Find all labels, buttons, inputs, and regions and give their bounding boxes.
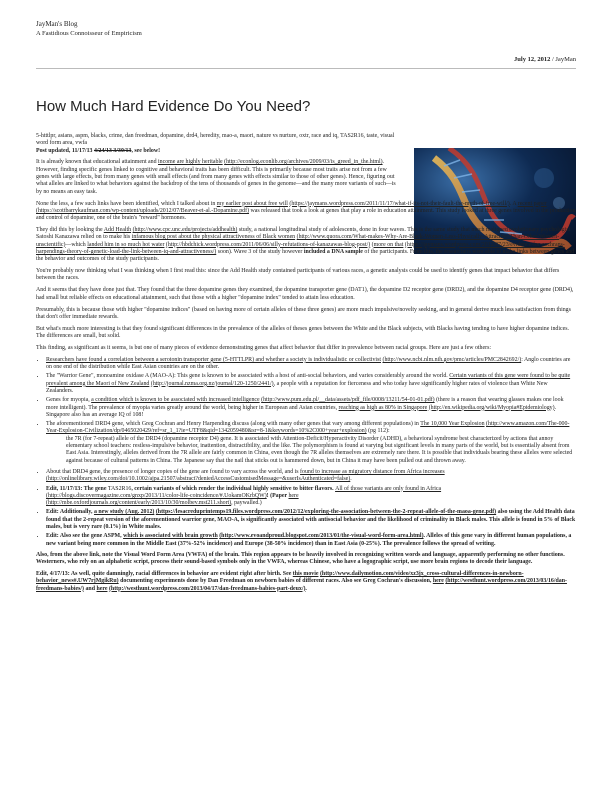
post-date[interactable]: July 12, 2012 [514, 56, 551, 63]
header-divider [36, 68, 576, 69]
updated-dates-struck: 4/24/13 3/30/13 [93, 147, 132, 154]
dateline-separator: / [550, 56, 556, 63]
url-recent-paper[interactable]: (https://scottbarrykaufman.com/wp-content/uploads/2012/07/Beaver-et-al.-Dopamine.pdf) [36, 207, 250, 214]
url-africa-variants[interactable]: (http://blogs.discovermagazine.com/gnxp/2013/11/color-life-coincidence/#.UokamOKrbQW) [46, 492, 267, 499]
link-cochran-here-2[interactable]: here [96, 585, 108, 592]
post-title: How Much Hard Evidence Do You Need? [36, 98, 311, 115]
blog-name[interactable]: JayMan's Blog [36, 20, 78, 28]
url-this-movie[interactable]: (http://www.dailymotion.com/video/xz3jx_cross-cultural-differences-in-newborn-behavior_news#.UW7rjMgikRu) [36, 571, 524, 585]
link-10000-year[interactable]: The 10,000 Year Explosion [420, 421, 485, 428]
list-item: • The aforementioned DRD4 gene, which Greg Cochran and Henry Harpending discuss (along with many other genes that vary among different populations) in The 10,000 Year Explosion (http://www.amazon.com/The-000-Year-Explosion-Civilization/dp/0465020429/ref=sr_1_1?ie=UTF8&qid=1342059480&sr=8-1&keywords=10%2C000+year+explosion) (pg 112): the 7R (for 7-repeat) allele of the DRD4 (dopamine receptor D4) gene. It is associated with Attention-Deficit/Hyperactivity Disorder (ADHD), a behavioral syndrome best characterized by actions that annoy elementary school teachers: restless-impulsive behavior, inattention, distractibility, and the like. The polymorphism is found at varying but significant levels in many parts of the world, but is essentially absent from East Asia. Interestingly, alleles derived from the 7R allele are fairly common in China, even though the 7R alleles themselves are extremely rare there. It is possible that individuals bearing these alleles were selected against because of cultural patterns in China. The Japanese say that the nail that sticks out is hammered down, but in China it may have been pulled out and thrown away. [46, 421, 576, 465]
link-myopia[interactable]: a condition which is known to be associated with increased intelligence [91, 397, 260, 404]
url-cochran-here-1[interactable]: (http://westhunt.wordpress.com/2013/03/16/dan-freedmans-babies/) [36, 578, 567, 592]
url-free-will-post[interactable]: (https://jaymans.wordpress.com/2011/11/17/what-if-its-not-their-fault-the-myth-of-free-will/) [289, 200, 510, 207]
post-dateline [514, 56, 576, 63]
url-income-heritable[interactable]: (http://econlog.econlib.org/archives/2009/03/is_greed_in_the.html) [224, 159, 383, 166]
list-item: • About that DRD4 gene, the presence of longer copies of the gene are found to vary across the world, and is found to increase as migratory distance from Africa increases (http://onlinelibrary.wiley.com/doi/10.1002/ajpa.21507/abstract?deniedAccessCustomisedMessage=&userIsAuthenticated=false). [46, 469, 576, 484]
link-more-on-that[interactable]: more on that [373, 241, 404, 248]
link-free-will-post[interactable]: my earlier post about free will [216, 200, 288, 207]
list-item: • Genes for myopia, a condition which is known to be associated with increased intelligence (http://www.pum.edu.pl/__data/assets/pdf_file/0008/13211/54-01-01.pdf) (there is a reason that wearing glasses makes one look more intelligent). The prevalence of myopia varies greatly around the world, being higher in European and Asian countries, reaching as high as 80% in Singapore (http://en.wikipedia.org/wiki/Myopia#Epidemiology). Singapore also has an average IQ of 108! [46, 397, 576, 419]
url-brain-growth[interactable]: (http://www.evoandproud.blogspot.com/2013/01/the-visual-word-form-area.html) [219, 533, 424, 540]
link-cochran-here-1[interactable]: here [432, 578, 444, 585]
url-migratory-distance[interactable]: (http://onlinelibrary.wiley.com/doi/10.1002/ajpa.21507/abstract?deniedAccessCustomisedMessage=&userIsAuthenticated=false) [46, 476, 351, 483]
closing-paragraph-2: Edit, 4/17/13: As well, quite damningly, racial differences in behavior are evident right after birth. See this movie (http://www.dailymotion.com/video/xz3jx_cross-cultural-differences-in-newborn-behavior_news#.UW7rjMgikRu) documenting experiments done by Dan Freedman on newborn babies of different races. Also see Greg Cochran's discussion, here (http://westhunt.wordpress.com/2013/03/16/dan-freedmans-babies/) and here (http://westhunt.wordpress.com/2013/04/17/dan-freedmans-babies-part-deux/). [36, 571, 567, 592]
link-singapore[interactable]: reaching as high as 80% in Singapore [338, 404, 428, 411]
post-body [36, 133, 576, 598]
paragraph-5: And it seems that they have done just that. They found that the three dopamine genes they examined, the dopamine transporter gene (DAT1), the dopamine D2 receptor gene (DRD2), and the dopamine D4 receptor gene (DRD4), had small but reliable effects on educational attainment, such that those with a higher "dopamine index" tended to attain less education. [36, 287, 574, 301]
link-recent-paper[interactable]: recent paper [517, 200, 547, 207]
list-item: • Edit: Additionally, a new study (Aug. 2012) (https://lesacreduprintemps19.files.wordpress.com/2012/12/exploring-the-association-between-the-2-repeat-allele-of-the-maoa-gene.pdf) also using the Add Health data found that the 2-repeat version of the aforementioned warrior gene, MAO-A, is significantly associated with antisocial behavior and the likelihood of criminality in Black males. This allele is found in 5% of Black males, but is very rare (0.1%) in White males. [46, 509, 576, 531]
link-income-heritable[interactable]: income are highly heritable [158, 159, 223, 166]
link-kanazawa-post[interactable]: infamous blog post about the physical attractiveness of Black women [131, 234, 296, 241]
paragraph-6: Presumably, this is because those with higher "dopamine indices" (based on having more of certain alleles of these three genes) are more much impulsive/novelty seeking, and in general derive much less satisfaction from things that don't offer immediate rewards. [36, 306, 571, 320]
link-add-health[interactable]: Add Health [103, 227, 132, 234]
link-hot-water[interactable]: landed him in so much hot water [87, 241, 165, 248]
post-tags: 5-htttlpr, asians, aspm, blacks, crime, dan freedman, dopamine, drd4, heredity, mao-a, maori, nature vs nurture, oxtr, race and iq, TAS2R16, taste, visual word form area, vwfa Post updated, 11/17/13 4/24/13 3/30/13, see below! [36, 133, 395, 154]
link-new-study[interactable]: a new study (Aug. 2012) [93, 509, 155, 516]
url-serotonin[interactable]: (http://www.ncbi.nlm.nih.gov/pmc/articles/PMC2842692/) [382, 356, 522, 363]
list-item: • Researchers have found a correlation between a serotonin transporter gene (5-HTTLPR) and whether a society is individualistic or collectivist (http://www.ncbi.nlm.nih.gov/pmc/articles/PMC2842692/): Anglo countries are on one end of the distribution while East Asian countries are on the other. [46, 357, 576, 372]
link-this-movie[interactable]: this movie [292, 571, 319, 578]
paragraph-2: None the less, a few such links have been identified, which I talked about in my earlier post about free will (https://jaymans.wordpress.com/2011/11/17/what-if-its-not-their-fault-the-myth-of-free-will/). A recent paper (https://scottbarrykaufman.com/wp-content/uploads/2012/07/Beaver-et-al.-Dopamine.pdf) was released that took a look at genes that play a role in education attainment. This study looked at three genes involved in the production and control of dopamine, one of the brain's "reward" hormones. [36, 200, 576, 222]
url-10000-year[interactable]: (http://www.amazon.com/The-000-Year-Explosion-Civilization/dp/0465020429/ref=sr_1_1?ie=UTF8&qid=1342059480&sr=8-1&keywords=10%2C000+year+explosion) [46, 421, 570, 435]
blog-tagline: A Fastidious Connoisseur of Empiricism [36, 30, 142, 37]
url-add-health[interactable]: (http://www.cpc.unc.edu/projects/addhealth) [132, 227, 238, 234]
url-hot-water[interactable]: (http://hbdchick.wordpress.com/2011/06/06/silly-refutations-of-kanazawas-blog-post/) [165, 241, 371, 248]
url-new-study[interactable]: (https://lesacreduprintemps19.files.wordpress.com/2012/12/exploring-the-association-between-the-2-repeat-allele-of-the-maoa-gene.pdf) [155, 509, 497, 516]
paragraph-3: They did this by looking the Add Health (http://www.cpc.unc.edu/projects/addhealth) study, a national longitudinal study of adolescents, done in four waves. This is the same study that much maligned evolutionary psychologist Satoshi Kanazawa relied on to make his infamous blog post about the physical attractiveness of Black women (http://www.quora.com/What-makes-Why-Are-Black-Women-Less-Physically-Attractive-Than-Other-Women-unscientific)—which landed him in so much hot water (http://hbdchick.wordpress.com/2011/06/06/silly-refutations-of-kanazawas-blog-post/) (more on that (https://jaymans.wordpress.com/2012/07/23/evidence-for-cochrans-harpendings-theory-of-genetic-load-the-link-between-iq-and-attractiveness/) soon). Wave 3 of the study however included a DNA sample of the participants. From this, the researchers were able to make links between genes and the behavior and outcomes of the study participants. [36, 227, 575, 263]
list-item: • Edit: Also see the gene ASPM, which is associated with brain growth (http://www.evoandproud.blogspot.com/2013/01/the-visual-word-form-area.html). Alleles of this gene vary in different human populations, a new variant being more common in the Middle East (37%-52% incidence) and Europe (38-50% incidence) than in East Asia (0-25%). The prevalence follows the spread of writing. [46, 533, 576, 548]
link-brain-growth[interactable]: which is associated with brain growth [123, 533, 218, 540]
evidence-list [36, 357, 576, 465]
paragraph-8: This finding, as significant as it seems, is but one of many pieces of evidence demonstrating genes that affect behavior that differ in prevalence between racial groups. Here are just a few others: [36, 344, 492, 351]
link-paper-here[interactable]: here [288, 492, 299, 499]
url-more-on-that[interactable]: (https://jaymans.wordpress.com/2012/07/23/evidence-for-cochrans-harpendings-theory-of-genetic-load-the-link-between-iq-and-attractiveness/) [36, 241, 565, 255]
url-kanazawa-post[interactable]: (http://www.quora.com/What-makes-Why-Are-Black-Women-Less-Physically-Attractive-Than-Other-Women-unscientific) [36, 234, 560, 248]
post-author[interactable]: JayMan [555, 56, 576, 63]
link-africa-variants[interactable]: All of those variants are only found in Africa [335, 485, 442, 492]
paragraph-4: You're probably now thinking what I was thinking when I first read this: since the Add Health study contained participants of various races, a genetic analysis could be used to identify genes that impact behavior that differs between the races. [36, 268, 560, 282]
url-singapore[interactable]: (http://en.wikipedia.org/wiki/Myopia#Epidemiology) [428, 404, 555, 411]
link-serotonin[interactable]: Researchers have found a correlation between a serotonin transporter gene (5-HTTLPR) and whether a society is individualistic or collectivist [46, 356, 381, 363]
paragraph-1: It is already known that educational attainment and income are highly heritable (http://econlog.econlib.org/archives/2009/03/is_greed_in_the.html). However, finding specific genes linked to cognitive and behavioral traits has been difficult. This is primarily because most traits arise not from a few genes with large effects, but from many genes with small effects (and from many genes with effects similar to those of other genes). Hence, figuring out what alleles are linked to what behaviors against the backdrop of the tens of thousands of genes in the genome—and the many more variants of such—is by no means an easy task. [36, 159, 396, 195]
url-myopia[interactable]: (http://www.pum.edu.pl/__data/assets/pdf_file/0008/13211/54-01-01.pdf) [261, 397, 435, 404]
url-cochran-here-2[interactable]: (http://westhunt.wordpress.com/2013/04/17/dan-freedmans-babies-part-deux/) [108, 585, 306, 592]
evidence-list-continued [36, 469, 576, 548]
paragraph-7: But what's much more interesting is that they found significant differences in the prevalence of the alleles of theses genes between the White and the Black subjects, with Blacks having tending to have higher dopamine indices. The differences are small, but solid. [36, 325, 569, 339]
url-paper-here[interactable]: (http://mbe.oxfordjournals.org/content/early/2013/10/30/molbev.mst211.short) [46, 500, 232, 507]
list-item: • The "Warrior Gene", monoamine oxidase A (MAO-A): This gene is known to be associated with a host of anti-social behaviors, and varies considerably around the world. Certain variants of this gene were found to be quite prevalent among the Maori of New Zealand (http://journal.nzma.org.nz/journal/120-1250/2441/), a people with a reputation for fierceness and who today have significantly higher rates of violence than White New Zealanders. [46, 373, 576, 395]
closing-paragraph-1: Also, from the above link, note the Visual Word Form Area (VWFA) of the brain. This region appears to be heavily involved in recognizing written words and language, apparently performing no other functions. Westerners, who rely on an alphabetic script, process their sound-based symbols only in the VWFA, whereas Chinese, who have a logographic script, use more brain regions to decode their language. [36, 551, 565, 566]
url-maori[interactable]: (http://journal.nzma.org.nz/journal/120-1250/2441/) [150, 380, 274, 387]
list-item: • Edit, 11/17/13: The gene TAS2R16, certain variants of which render the individual highly sensitive to bitter flavors. All of those variants are only found in Africa (http://blogs.discovermagazine.com/gnxp/2013/11/color-life-coincidence/#.UokamOKrbQW)! (Paper here (http://mbe.oxfordjournals.org/content/early/2013/10/30/molbev.mst211.short), paywalled.) [46, 486, 576, 508]
blockquote: the 7R (for 7-repeat) allele of the DRD4 (dopamine receptor D4) gene. It is associated with Attention-Deficit/Hyperactivity Disorder (ADHD), a behavioral syndrome best characterized by actions that annoy elementary school teachers: restless-impulsive behavior, inattention, distractibility, and the like. The polymorphism is found at varying but significant levels in many parts of the world, but is essentially absent from East Asia. Interestingly, alleles derived from the 7R allele are fairly common in China, even though the 7R alleles themselves are extremely rare there. It is possible that individuals bearing these alleles were selected against because of cultural patterns in China. The Japanese say that the nail that sticks out is hammered down, but in China it may have been pulled out and thrown away. [66, 435, 573, 464]
link-maori[interactable]: Certain variants of this gene were found to be quite prevalent among the Maori of New Zealand [46, 373, 571, 387]
page [36, 20, 576, 592]
link-migratory-distance[interactable]: found to increase as migratory distance from Africa increases [300, 468, 445, 475]
